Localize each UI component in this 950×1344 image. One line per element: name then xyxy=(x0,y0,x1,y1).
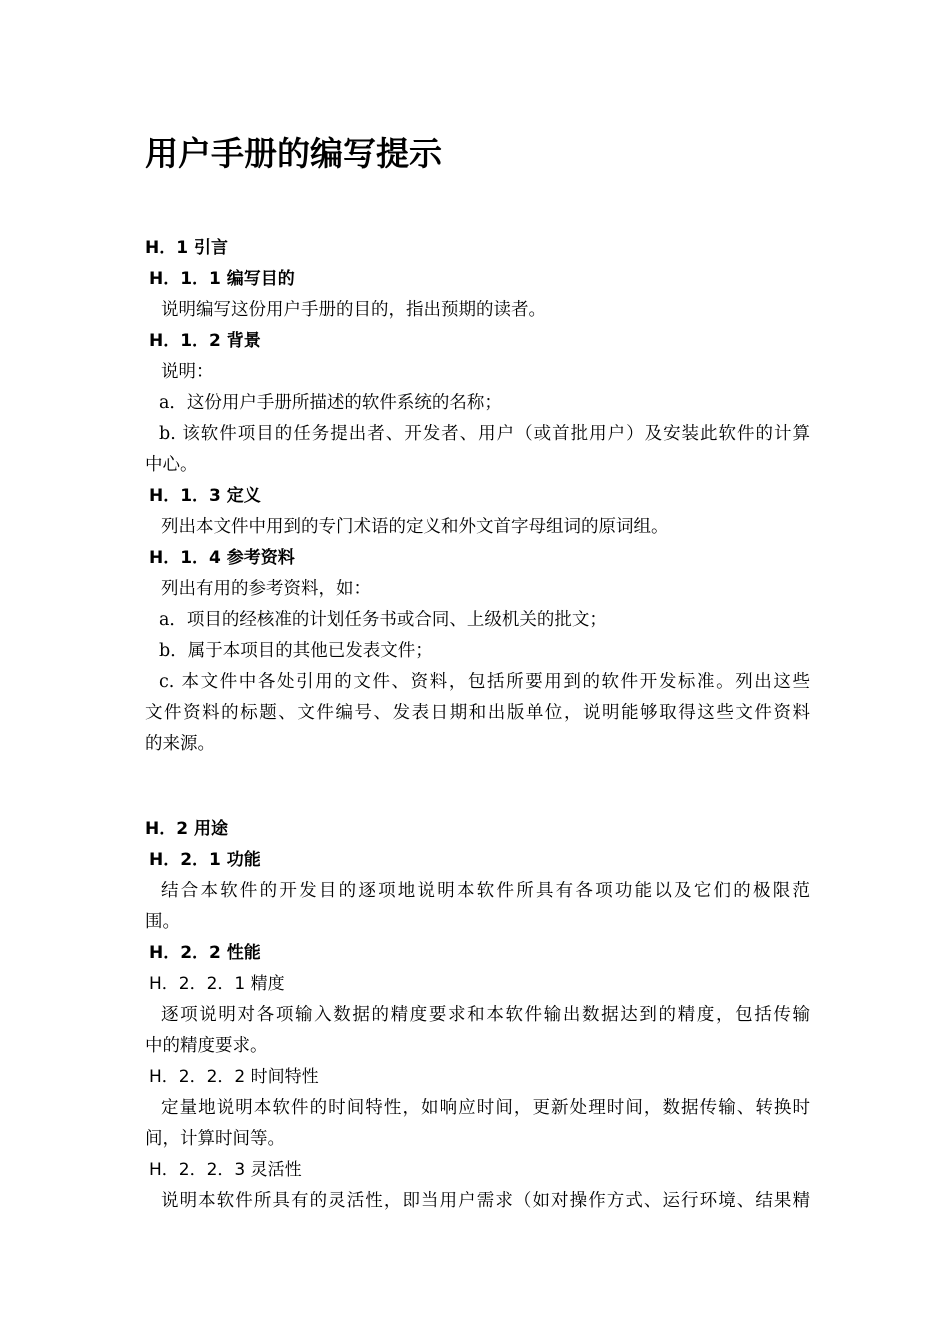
section-heading-h1-2: H．1．2 背景 xyxy=(149,331,261,351)
section-heading-h2-2: H．2．2 性能 xyxy=(149,943,261,963)
list-item-continuation: 文件资料的标题、文件编号、发表日期和出版单位，说明能够取得这些文件资料 xyxy=(145,703,810,723)
list-item: a．这份用户手册所描述的软件系统的名称； xyxy=(159,393,502,413)
paragraph: 列出本文件中用到的专门术语的定义和外文首字母组词的原词组。 xyxy=(161,517,669,537)
list-item: b. 该软件项目的任务提出者、开发者、用户（或首批用户）及安装此软件的计算 xyxy=(159,424,810,444)
paragraph-continuation: 间，计算时间等。 xyxy=(145,1129,285,1149)
section-heading-h1-1: H．1．1 编写目的 xyxy=(149,269,295,289)
section-heading-h2: H．2 用途 xyxy=(145,819,228,839)
list-item: b．属于本项目的其他已发表文件； xyxy=(159,641,433,661)
document-body xyxy=(145,233,810,1217)
paragraph-continuation: 中的精度要求。 xyxy=(145,1036,268,1056)
section-heading-h2-1: H．2．1 功能 xyxy=(149,850,261,870)
section-heading-h2-2-1: H．2．2．1 精度 xyxy=(149,974,285,994)
paragraph: 逐项说明对各项输入数据的精度要求和本软件输出数据达到的精度，包括传输 xyxy=(161,1005,810,1025)
paragraph: 说明本软件所具有的灵活性，即当用户需求（如对操作方式、运行环境、结果精 xyxy=(161,1191,810,1211)
paragraph: 定量地说明本软件的时间特性，如响应时间，更新处理时间，数据传输、转换时 xyxy=(161,1098,810,1118)
list-item-continuation: 的来源。 xyxy=(145,734,215,754)
section-heading-h1: H．1 引言 xyxy=(145,238,228,258)
paragraph: 结合本软件的开发目的逐项地说明本软件所具有各项功能以及它们的极限范 xyxy=(161,881,810,901)
paragraph-continuation: 围。 xyxy=(145,912,180,932)
list-item-continuation: 中心。 xyxy=(145,455,198,475)
list-item: c. 本文件中各处引用的文件、资料，包括所要用到的软件开发标准。列出这些 xyxy=(159,672,810,692)
section-heading-h1-3: H．1．3 定义 xyxy=(149,486,261,506)
paragraph: 列出有用的参考资料，如： xyxy=(161,579,371,599)
section-heading-h1-4: H．1．4 参考资料 xyxy=(149,548,295,568)
document-title: 用户手册的编写提示 xyxy=(145,134,442,173)
section-heading-h2-2-3: H．2．2．3 灵活性 xyxy=(149,1160,302,1180)
paragraph: 说明编写这份用户手册的目的，指出预期的读者。 xyxy=(161,300,546,320)
section-heading-h2-2-2: H．2．2．2 时间特性 xyxy=(149,1067,319,1087)
list-item: a．项目的经核准的计划任务书或合同、上级机关的批文； xyxy=(159,610,607,630)
section-spacer xyxy=(145,760,810,814)
paragraph: 说明： xyxy=(161,362,214,382)
